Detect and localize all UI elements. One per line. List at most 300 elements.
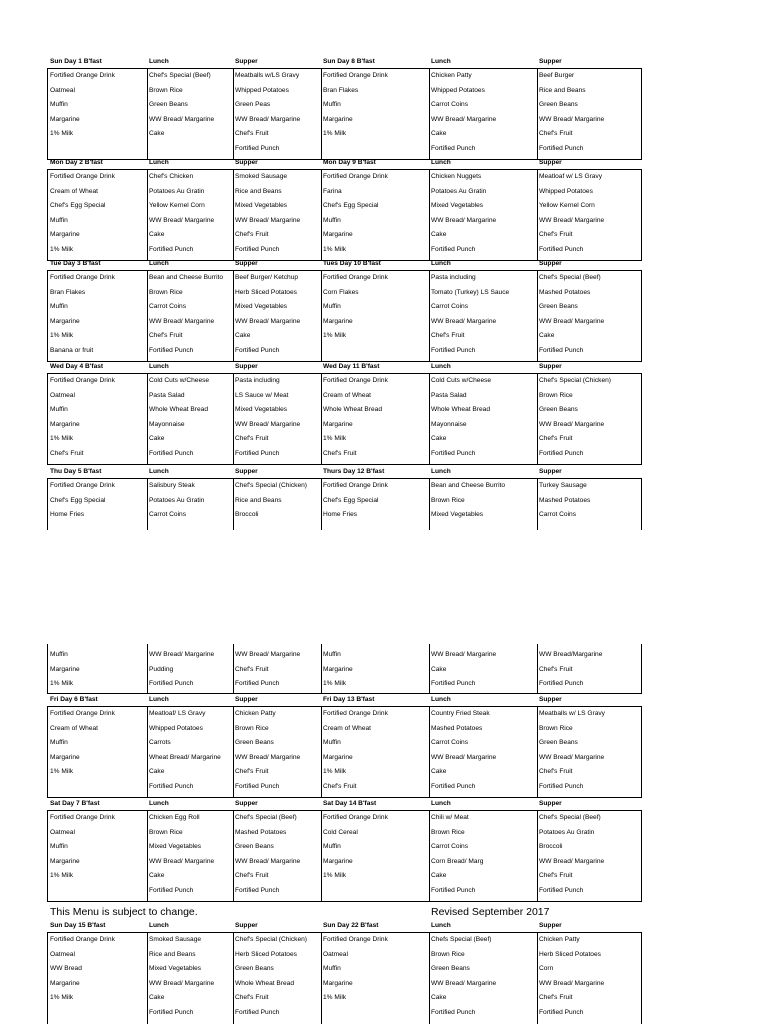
menu-item: Mixed Vegetables — [149, 965, 202, 973]
menu-item: Mixed Vegetables — [235, 406, 288, 414]
menu-item: Beef Burger — [539, 72, 575, 79]
column-divider — [429, 479, 430, 530]
menu-item: Margarine — [323, 115, 353, 123]
menu-item: 1% Milk — [50, 680, 74, 688]
menu-item: Brown Rice — [149, 288, 183, 296]
menu-item: WW Bread/ Margarine — [235, 651, 301, 658]
menu-item: Fortified Punch — [431, 783, 476, 790]
menu-item: Margarine — [323, 317, 353, 325]
menu-item: Chicken Patty — [431, 72, 472, 79]
menu-item: 1% Milk — [50, 130, 74, 138]
menu-item: Cream of Wheat — [50, 187, 99, 195]
menu-item: Carrot Coins — [431, 739, 469, 747]
menu-item: Salisbury Steak — [149, 482, 195, 489]
menu-item: Potatoes Au Gratin — [539, 828, 595, 836]
column-header: Supper — [235, 696, 258, 703]
menu-item: WW Bread/ Margarine — [431, 115, 497, 123]
column-divider — [233, 479, 234, 530]
menu-item: Carrot Coins — [149, 511, 187, 519]
menu-item: Cake — [235, 332, 251, 340]
menu-item: Chef's Special (Beef) — [235, 814, 297, 821]
menu-item: Potatoes Au Gratin — [149, 187, 205, 195]
column-header: Sun Day 15 B'fast — [50, 922, 106, 929]
menu-item: Muffin — [50, 406, 68, 414]
menu-item: Fortified Punch — [235, 246, 280, 253]
menu-item: WW Bread/ Margarine — [539, 420, 605, 428]
menu-item: Home Fries — [50, 511, 85, 519]
menu-item: Chef's Fruit — [323, 450, 357, 457]
menu-item: Herb Sliced Potatoes — [539, 950, 601, 958]
menu-item: Brown Rice — [539, 391, 573, 399]
column-divider — [429, 69, 430, 159]
menu-item: Muffin — [50, 651, 68, 658]
menu-item: Cake — [431, 435, 447, 443]
menu-item: Rice and Beans — [149, 950, 196, 958]
menu-item: Mixed Vegetables — [149, 843, 202, 851]
menu-item: Fortified Punch — [539, 680, 584, 688]
menu-item: WW Bread/ Margarine — [539, 857, 605, 865]
column-header: Lunch — [431, 363, 451, 370]
menu-item: Chef's Fruit — [539, 872, 573, 880]
menu-item: Chef's Fruit — [539, 994, 573, 1002]
column-divider — [321, 271, 322, 361]
column-header: Lunch — [149, 468, 169, 475]
column-divider — [537, 933, 538, 1024]
menu-item: Green Beans — [235, 965, 274, 973]
menu-item: Muffin — [50, 101, 68, 109]
menu-item: Muffin — [323, 843, 341, 851]
column-divider — [537, 170, 538, 260]
menu-item: Whole Wheat Bread — [149, 406, 209, 414]
menu-item: WW Bread/ Margarine — [539, 317, 605, 325]
menu-item: Whole Wheat Bread — [431, 406, 491, 414]
column-header: Tues Day 10 B'fast — [323, 260, 381, 267]
menu-item: Cake — [431, 665, 447, 673]
menu-item: Chicken Nuggets — [431, 173, 482, 180]
menu-item: WW Bread/ Margarine — [149, 216, 215, 224]
menu-item: Carrot Coins — [539, 511, 577, 519]
menu-item: Green Beans — [235, 739, 274, 747]
menu-item: Pasta including — [431, 274, 476, 281]
menu-item: Farina — [323, 187, 342, 195]
menu-item: Chefs Special (Beef) — [431, 936, 492, 943]
menu-item: Whipped Potatoes — [235, 86, 289, 94]
column-header: Lunch — [431, 260, 451, 267]
menu-item: Oatmeal — [50, 950, 75, 958]
column-divider — [147, 707, 148, 797]
menu-item: Oatmeal — [50, 391, 75, 399]
menu-item: Chef's Egg Special — [323, 496, 379, 504]
column-header: Lunch — [431, 800, 451, 807]
column-divider — [429, 644, 430, 693]
menu-item: Pasta including — [235, 377, 280, 384]
column-divider — [321, 933, 322, 1024]
menu-item: 1% Milk — [323, 435, 347, 443]
menu-item: Cake — [149, 994, 165, 1002]
menu-item: Whole Wheat Bread — [323, 406, 383, 414]
column-header: Supper — [235, 58, 258, 65]
column-divider — [147, 811, 148, 901]
menu-item: Fortified Orange Drink — [323, 377, 388, 384]
column-divider — [537, 707, 538, 797]
menu-item: Fortified Punch — [235, 145, 280, 152]
column-divider — [537, 811, 538, 901]
menu-item: Bean and Cheese Burrito — [149, 274, 224, 281]
menu-item: Fortified Punch — [539, 783, 584, 790]
menu-item: Chef's Fruit — [235, 994, 269, 1002]
column-header: Lunch — [431, 468, 451, 475]
column-divider — [147, 69, 148, 159]
menu-item: Cake — [431, 768, 447, 776]
column-header: Supper — [539, 58, 562, 65]
menu-item: Cream of Wheat — [50, 724, 99, 732]
menu-item: Fortified Punch — [431, 450, 476, 457]
menu-item: Margarine — [50, 231, 80, 239]
column-divider — [147, 374, 148, 464]
menu-item: Margarine — [323, 979, 353, 987]
menu-item: Cake — [149, 231, 165, 239]
menu-item: Margarine — [50, 115, 80, 123]
menu-item: 1% Milk — [323, 246, 347, 253]
menu-item: Chef's Egg Special — [50, 202, 106, 210]
menu-item: Chef's Egg Special — [50, 496, 106, 504]
column-divider — [537, 271, 538, 361]
menu-item: Fortified Orange Drink — [50, 72, 115, 79]
menu-item: WW Bread/ Margarine — [539, 115, 605, 123]
menu-item: 1% Milk — [323, 872, 347, 880]
menu-item: 1% Milk — [50, 332, 74, 340]
menu-item: Fortified Punch — [431, 1009, 476, 1016]
column-header: Lunch — [149, 363, 169, 370]
menu-item: Green Beans — [149, 101, 188, 109]
menu-item: Cake — [149, 872, 165, 880]
menu-item: Fortified Punch — [539, 1009, 584, 1016]
column-header: Sun Day 1 B'fast — [50, 58, 102, 65]
menu-item: Brown Rice — [431, 496, 465, 504]
menu-item: Chef's Fruit — [539, 130, 573, 138]
menu-item: Chef's Fruit — [235, 768, 269, 776]
column-header: Wed Day 4 B'fast — [50, 363, 104, 370]
menu-item: Turkey Sausage — [539, 482, 587, 489]
menu-item: Muffin — [50, 216, 68, 224]
menu-item: 1% Milk — [323, 332, 347, 340]
menu-item: Meatloaf w/ LS Gravy — [539, 173, 603, 180]
menu-item: Fortified Punch — [539, 246, 584, 253]
menu-item: Chef's Special (Chicken) — [235, 482, 307, 489]
menu-item: Herb Sliced Potatoes — [235, 950, 297, 958]
menu-item: Fortified Orange Drink — [323, 936, 388, 943]
menu-item: Fortified Punch — [149, 887, 194, 894]
menu-item: Muffin — [50, 843, 68, 851]
menu-item: Chef's Fruit — [235, 231, 269, 239]
menu-item: Fortified Orange Drink — [323, 173, 388, 180]
menu-item: Banana or fruit — [50, 347, 94, 354]
menu-item: Chef's Fruit — [539, 665, 573, 673]
menu-item: 1% Milk — [323, 130, 347, 138]
column-divider — [537, 374, 538, 464]
menu-item: Pasta Salad — [149, 391, 185, 399]
menu-item: 1% Milk — [50, 994, 74, 1002]
menu-item: WW Bread/ Margarine — [235, 753, 301, 761]
column-divider — [321, 479, 322, 530]
menu-item: Chef's Fruit — [149, 332, 183, 340]
menu-item: Chef's Fruit — [431, 332, 465, 340]
menu-item: Oatmeal — [50, 86, 75, 94]
menu-item: Mayonnaise — [149, 420, 185, 428]
column-divider — [321, 644, 322, 693]
menu-item: Smoked Sausage — [149, 936, 202, 943]
menu-item: Fortified Punch — [235, 887, 280, 894]
menu-item: Cake — [431, 231, 447, 239]
menu-item: Carrot Coins — [431, 303, 469, 311]
menu-item: Oatmeal — [50, 828, 75, 836]
menu-item: Country Fried Steak — [431, 710, 490, 717]
menu-item: Fortified Punch — [539, 347, 584, 354]
column-header: Mon Day 2 B'fast — [50, 159, 103, 166]
menu-item: Margarine — [323, 665, 353, 673]
column-divider — [321, 69, 322, 159]
column-header: Lunch — [149, 922, 169, 929]
menu-item: Rice and Beans — [235, 187, 282, 195]
menu-item: Fortified Orange Drink — [50, 377, 115, 384]
menu-item: Fortified Punch — [149, 347, 194, 354]
menu-item: Fortified Orange Drink — [50, 173, 115, 180]
column-header: Lunch — [431, 922, 451, 929]
column-header: Lunch — [149, 260, 169, 267]
menu-item: Chef's Special (Beef) — [539, 274, 601, 281]
menu-item: 1% Milk — [323, 994, 347, 1002]
menu-item: WW Bread — [50, 965, 82, 973]
menu-item: Carrot Coins — [431, 843, 469, 851]
menu-item: Muffin — [323, 651, 341, 658]
column-header: Sat Day 7 B'fast — [50, 800, 100, 807]
menu-item: Mashed Potatoes — [235, 828, 287, 836]
menu-item: Broccoli — [235, 511, 259, 519]
menu-item: WW Bread/ Margarine — [149, 115, 215, 123]
menu-item: Bean and Cheese Burrito — [431, 482, 506, 489]
menu-item: Pasta Salad — [431, 391, 467, 399]
column-header: Supper — [235, 260, 258, 267]
menu-item: Yellow Kernel Corn — [149, 202, 205, 210]
menu-notice: This Menu is subject to change. — [50, 906, 198, 918]
column-divider — [233, 374, 234, 464]
menu-item: Mixed Vegetables — [431, 511, 484, 519]
menu-item: Mixed Vegetables — [431, 202, 484, 210]
revision-date: Revised September 2017 — [431, 906, 550, 918]
menu-item: Chef's Special (Chicken) — [539, 377, 611, 384]
menu-item: Chef's Chicken — [149, 173, 194, 180]
menu-item: WW Bread/ Margarine — [235, 857, 301, 865]
menu-item: Chef's Special (Beef) — [539, 814, 601, 821]
menu-item: Cake — [431, 130, 447, 138]
menu-item: Bran Flakes — [50, 288, 86, 296]
column-divider — [233, 707, 234, 797]
menu-item: Pudding — [149, 665, 174, 673]
menu-item: Margarine — [50, 857, 80, 865]
menu-item: Potatoes Au Gratin — [149, 496, 205, 504]
menu-item: Fortified Orange Drink — [50, 814, 115, 821]
menu-item: Carrot Coins — [431, 101, 469, 109]
menu-item: 1% Milk — [50, 768, 74, 776]
column-header: Lunch — [431, 58, 451, 65]
menu-item: Fortified Punch — [431, 680, 476, 688]
menu-item: Mashed Potatoes — [539, 496, 591, 504]
column-divider — [233, 69, 234, 159]
menu-item: 1% Milk — [50, 872, 74, 880]
menu-item: Meatballs w/LS Gravy — [235, 72, 300, 79]
column-header: Supper — [235, 922, 258, 929]
menu-item: WW Bread/ Margarine — [149, 651, 215, 658]
menu-item: Fortified Orange Drink — [50, 482, 115, 489]
column-divider — [429, 374, 430, 464]
menu-item: WW Bread/ Margarine — [431, 317, 497, 325]
column-header: Lunch — [431, 696, 451, 703]
menu-item: Muffin — [323, 965, 341, 973]
column-divider — [233, 933, 234, 1024]
menu-item: WW Bread/ Margarine — [149, 317, 215, 325]
menu-item: Yellow Kernel Corn — [539, 202, 595, 210]
menu-item: Margarine — [323, 231, 353, 239]
menu-item: Chef's Fruit — [539, 768, 573, 776]
menu-item: 1% Milk — [323, 768, 347, 776]
menu-item: Brown Rice — [235, 724, 269, 732]
menu-item: Rice and Beans — [539, 86, 586, 94]
menu-item: Fortified Orange Drink — [50, 710, 115, 717]
menu-item: WW Bread/ Margarine — [539, 753, 605, 761]
menu-item: WW Bread/ Margarine — [431, 216, 497, 224]
column-divider — [429, 170, 430, 260]
menu-item: Chef's Fruit — [235, 665, 269, 673]
menu-item: Green Beans — [431, 965, 470, 973]
menu-item: Rice and Beans — [235, 496, 282, 504]
menu-item: Green Beans — [539, 303, 578, 311]
column-header: Sun Day 8 B'fast — [323, 58, 375, 65]
menu-item: Margarine — [50, 665, 80, 673]
menu-item: Chef's Fruit — [235, 130, 269, 138]
column-divider — [233, 271, 234, 361]
menu-item: Margarine — [50, 420, 80, 428]
column-divider — [429, 811, 430, 901]
menu-item: Chef's Fruit — [235, 872, 269, 880]
menu-item: Muffin — [323, 739, 341, 747]
menu-item: Cake — [149, 435, 165, 443]
menu-item: Home Fries — [323, 511, 358, 519]
column-divider — [233, 811, 234, 901]
column-divider — [429, 707, 430, 797]
menu-item: Chicken Patty — [539, 936, 580, 943]
menu-item: Chicken Patty — [235, 710, 276, 717]
menu-item: Fortified Punch — [235, 680, 280, 688]
menu-item: 1% Milk — [50, 246, 74, 253]
menu-item: Green Beans — [539, 406, 578, 414]
column-divider — [147, 170, 148, 260]
menu-item: 1% Milk — [50, 435, 74, 443]
menu-item: Wheat Bread/ Margarine — [149, 753, 221, 761]
column-divider — [537, 644, 538, 693]
menu-item: Green Beans — [539, 101, 578, 109]
menu-item: Cake — [431, 872, 447, 880]
menu-item: WW Bread/ Margarine — [431, 753, 497, 761]
menu-item: Fortified Punch — [149, 680, 194, 688]
column-header: Lunch — [149, 800, 169, 807]
column-header: Thu Day 5 B'fast — [50, 468, 102, 475]
menu-item: Cream of Wheat — [323, 391, 372, 399]
column-header: Sun Day 22 B'fast — [323, 922, 379, 929]
menu-item: Green Peas — [235, 101, 271, 109]
menu-item: Mashed Potatoes — [539, 288, 591, 296]
menu-item: Fortified Punch — [235, 1009, 280, 1016]
column-divider — [233, 644, 234, 693]
menu-item: Whole Wheat Bread — [235, 979, 295, 987]
column-header: Supper — [539, 696, 562, 703]
menu-item: Tomato (Turkey) LS Sauce — [431, 288, 510, 296]
column-header: Lunch — [149, 159, 169, 166]
column-header: Supper — [539, 800, 562, 807]
menu-item: Meatloaf/ LS Gravy — [149, 710, 206, 717]
menu-item: Fortified Orange Drink — [323, 274, 388, 281]
menu-item: WW Bread/ Margarine — [149, 979, 215, 987]
menu-item: Cake — [149, 130, 165, 138]
menu-item: Fortified Punch — [431, 347, 476, 354]
menu-item: Mashed Potatoes — [431, 724, 483, 732]
menu-item: Potatoes Au Gratin — [431, 187, 487, 195]
menu-item: Corn Flakes — [323, 288, 359, 296]
menu-item: WW Bread/ Margarine — [431, 651, 497, 658]
menu-item: Margarine — [323, 753, 353, 761]
menu-item: Margarine — [50, 317, 80, 325]
menu-item: Chef's Special (Chicken) — [235, 936, 307, 943]
column-divider — [321, 707, 322, 797]
menu-item: Muffin — [323, 303, 341, 311]
menu-item: Fortified Punch — [235, 450, 280, 457]
menu-item: Chef's Egg Special — [323, 202, 379, 210]
menu-item: Beef Burger/ Ketchup — [235, 274, 299, 281]
menu-item: Fortified Punch — [149, 246, 194, 253]
menu-item: Corn Bread/ Marg — [431, 857, 484, 865]
menu-item: Margarine — [323, 857, 353, 865]
menu-item: Chicken Egg Roll — [149, 814, 200, 821]
menu-item: Oatmeal — [323, 950, 348, 958]
menu-item: Muffin — [323, 101, 341, 109]
column-header: Supper — [235, 800, 258, 807]
menu-item: Green Beans — [539, 739, 578, 747]
menu-item: Carrot Coins — [149, 303, 187, 311]
menu-item: Cake — [149, 768, 165, 776]
menu-item: Cold Cereal — [323, 828, 358, 836]
menu-item: Fortified Punch — [431, 246, 476, 253]
menu-item: Cream of Wheat — [323, 724, 372, 732]
menu-item: WW Bread/ Margarine — [235, 420, 301, 428]
menu-item: Fortified Punch — [235, 783, 280, 790]
menu-item: 1% Milk — [323, 680, 347, 688]
menu-item: Cold Cuts w/Cheese — [431, 377, 492, 384]
menu-item: Margarine — [50, 979, 80, 987]
menu-item: Corn — [539, 965, 554, 973]
column-header: Mon Day 9 B'fast — [323, 159, 376, 166]
menu-item: Fortified Punch — [431, 887, 476, 894]
menu-item: Herb Sliced Potatoes — [235, 288, 297, 296]
menu-item: Brown Rice — [149, 828, 183, 836]
menu-item: WW Bread/ Margarine — [235, 317, 301, 325]
menu-item: Mixed Vegetables — [235, 303, 288, 311]
column-header: Supper — [539, 159, 562, 166]
column-header: Thurs Day 12 B'fast — [323, 468, 385, 475]
menu-item: Chili w/ Meat — [431, 814, 469, 821]
menu-item: Chef's Fruit — [50, 450, 84, 457]
menu-item: Meatballs w/ LS Gravy — [539, 710, 605, 717]
column-header: Lunch — [431, 159, 451, 166]
menu-item: Whipped Potatoes — [431, 86, 485, 94]
